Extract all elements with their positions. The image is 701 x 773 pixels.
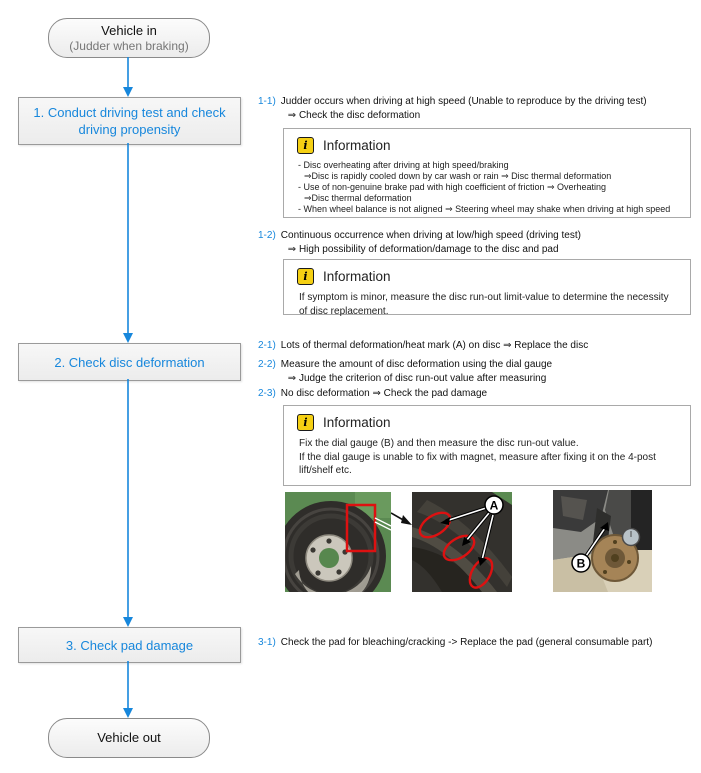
step-1-label: 1. Conduct driving test and check driving propensity [33, 105, 226, 137]
info-line: - When wheel balance is not aligned ⇒ Steering wheel may shake when driving at high speed [298, 204, 671, 214]
step-3-box [18, 627, 241, 663]
flow-arrow-4 [121, 661, 135, 718]
vehicle-out-node [48, 718, 210, 758]
note-1-1 [258, 95, 647, 122]
note-1-2-line1: Continuous occurrence when driving at low/high speed (driving test) [280, 230, 581, 241]
info-box-3-title: Information [323, 415, 391, 430]
note-1-2-number: 1-2) [258, 230, 276, 241]
info-box-1-title: Information [323, 138, 391, 153]
information-icon: i [297, 268, 314, 285]
note-2-2-line2: ⇒ Judge the criterion of disc run-out value after measuring [287, 372, 547, 384]
note-2-2 [258, 358, 552, 385]
info-line: ⇒Disc thermal deformation [304, 193, 412, 203]
note-1-2-line2: ⇒ High possibility of deformation/damage to the disc and pad [287, 243, 559, 255]
figure-disc-overview [285, 492, 391, 592]
note-2-1-number: 2-1) [258, 340, 276, 351]
note-2-3-number: 2-3) [258, 388, 276, 399]
info-box-1 [283, 128, 691, 218]
note-2-3 [258, 387, 487, 401]
info-box-2-title: Information [323, 269, 391, 284]
vehicle-in-subtitle: (Judder when braking) [69, 38, 189, 53]
information-icon: i [297, 414, 314, 431]
info-line: ⇒Disc is rapidly cooled down by car wash or rain ⇒ Disc thermal deformation [304, 171, 612, 181]
note-3-1 [258, 636, 652, 650]
figure-dial-gauge [553, 490, 652, 592]
information-icon: i [297, 137, 314, 154]
flow-arrow-3 [121, 379, 135, 627]
note-2-1-line1: Lots of thermal deformation/heat mark (A) on disc ⇒ Replace the disc [280, 340, 589, 351]
info-box-3 [283, 405, 691, 486]
note-3-1-number: 3-1) [258, 637, 276, 648]
info-box-2 [283, 259, 691, 315]
info-line: - Use of non-genuine brake pad with high coefficient of friction ⇒ Overheating [298, 182, 607, 192]
note-2-2-number: 2-2) [258, 359, 276, 370]
step-2-box [18, 343, 241, 381]
note-3-1-line1: Check the pad for bleaching/cracking -> Replace the pad (general consumable part) [280, 637, 653, 648]
step-2-label: 2. Check disc deformation [54, 354, 205, 370]
figure-connector-arrow [391, 510, 412, 530]
vehicle-out-title: Vehicle out [97, 730, 161, 745]
step-1-box [18, 97, 241, 145]
vehicle-in-title: Vehicle in [101, 22, 157, 38]
label-b-text: B [576, 556, 586, 571]
note-2-1 [258, 339, 588, 353]
label-a-text: A [489, 498, 499, 513]
note-1-1-line1: Judder occurs when driving at high speed (Unable to reproduce by the driving test) [280, 96, 647, 107]
note-1-1-number: 1-1) [258, 96, 276, 107]
note-1-1-line2: ⇒ Check the disc deformation [287, 109, 421, 121]
flow-arrow-1 [121, 57, 135, 97]
vehicle-in-node [48, 18, 210, 58]
step-3-label: 3. Check pad damage [65, 637, 194, 653]
info-body: If symptom is minor, measure the disc run-out limit-value to determine the necessity of disc replacement. [299, 292, 669, 317]
info-line: - Disc overheating after driving at high speed/braking [298, 160, 509, 170]
note-2-2-line1: Measure the amount of disc deformation using the dial gauge [280, 359, 553, 370]
figure-disc-heat-marks [412, 492, 512, 592]
flow-arrow-2 [121, 143, 135, 343]
note-1-2 [258, 229, 581, 256]
info-line: Fix the dial gauge (B) and then measure the disc run-out value. [299, 438, 579, 449]
info-line: If the dial gauge is unable to fix with magnet, measure after fixing it on the 4-post lift/shelf etc. [299, 451, 656, 476]
note-2-3-line1: No disc deformation ⇒ Check the pad damage [280, 388, 488, 399]
